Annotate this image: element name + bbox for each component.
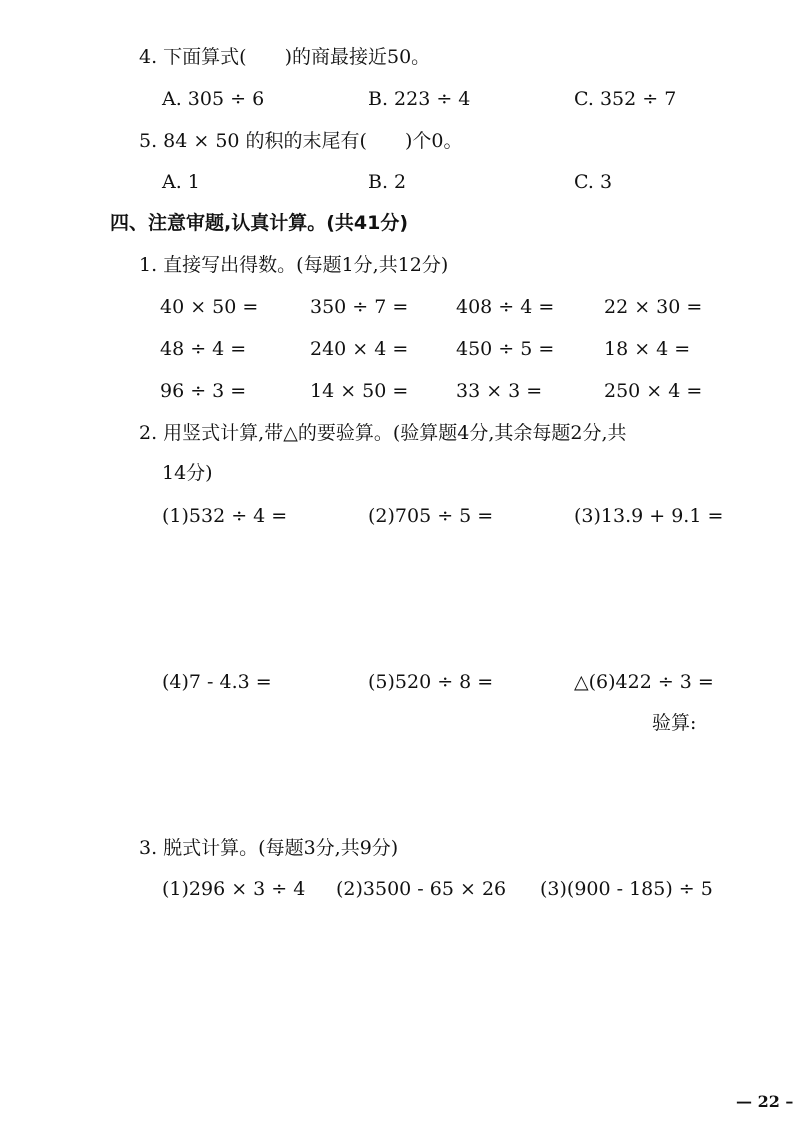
oral-calc-item: 350 ÷ 7 = (310, 296, 409, 318)
stepwise-calc-item: (3)(900 - 185) ÷ 5 (540, 878, 713, 900)
vertical-calc-item: (1)532 ÷ 4 = (162, 505, 288, 527)
q4-option-a: A. 305 ÷ 6 (162, 88, 265, 110)
part2-heading: 2. 用竖式计算,带△的要验算。(验算题4分,其余每题2分,共 (139, 422, 627, 444)
oral-calc-item: 240 × 4 = (310, 338, 409, 360)
q4-stem: 4. 下面算式( )的商最接近50。 (139, 46, 431, 68)
oral-calc-item: 48 ÷ 4 = (160, 338, 247, 360)
oral-calc-item: 250 × 4 = (604, 380, 703, 402)
oral-calc-item: 22 × 30 = (604, 296, 703, 318)
q4-option-b: B. 223 ÷ 4 (368, 88, 471, 110)
section-title: 四、注意审题,认真计算。(共41分) (110, 212, 409, 234)
oral-calc-item: 33 × 3 = (456, 380, 543, 402)
vertical-calc-item: (3)13.9 + 9.1 = (574, 505, 724, 527)
stepwise-calc-item: (2)3500 - 65 × 26 (336, 878, 507, 900)
vertical-calc-item: (5)520 ÷ 8 = (368, 671, 494, 693)
oral-calc-item: 14 × 50 = (310, 380, 409, 402)
oral-calc-item: 96 ÷ 3 = (160, 380, 247, 402)
q5-stem: 5. 84 × 50 的积的末尾有( )个0。 (139, 130, 463, 152)
oral-calc-item: 408 ÷ 4 = (456, 296, 555, 318)
oral-calc-item: 450 ÷ 5 = (456, 338, 555, 360)
part1-heading: 1. 直接写出得数。(每题1分,共12分) (139, 254, 449, 276)
oral-calc-item: 18 × 4 = (604, 338, 691, 360)
part3-heading: 3. 脱式计算。(每题3分,共9分) (139, 837, 399, 859)
q4-option-c: C. 352 ÷ 7 (574, 88, 677, 110)
oral-calc-item: 40 × 50 = (160, 296, 259, 318)
check-label: 验算: (652, 712, 697, 734)
vertical-calc-item: (2)705 ÷ 5 = (368, 505, 494, 527)
vertical-calc-item: (4)7 - 4.3 = (162, 671, 272, 693)
part2-heading-cont: 14分) (162, 462, 213, 484)
q5-option-c: C. 3 (574, 171, 613, 193)
stepwise-calc-item: (1)296 × 3 ÷ 4 (162, 878, 306, 900)
page-number: — 22 – (736, 1092, 794, 1111)
q5-option-b: B. 2 (368, 171, 407, 193)
q5-option-a: A. 1 (162, 171, 200, 193)
vertical-calc-item-check: △(6)422 ÷ 3 = (574, 671, 714, 693)
